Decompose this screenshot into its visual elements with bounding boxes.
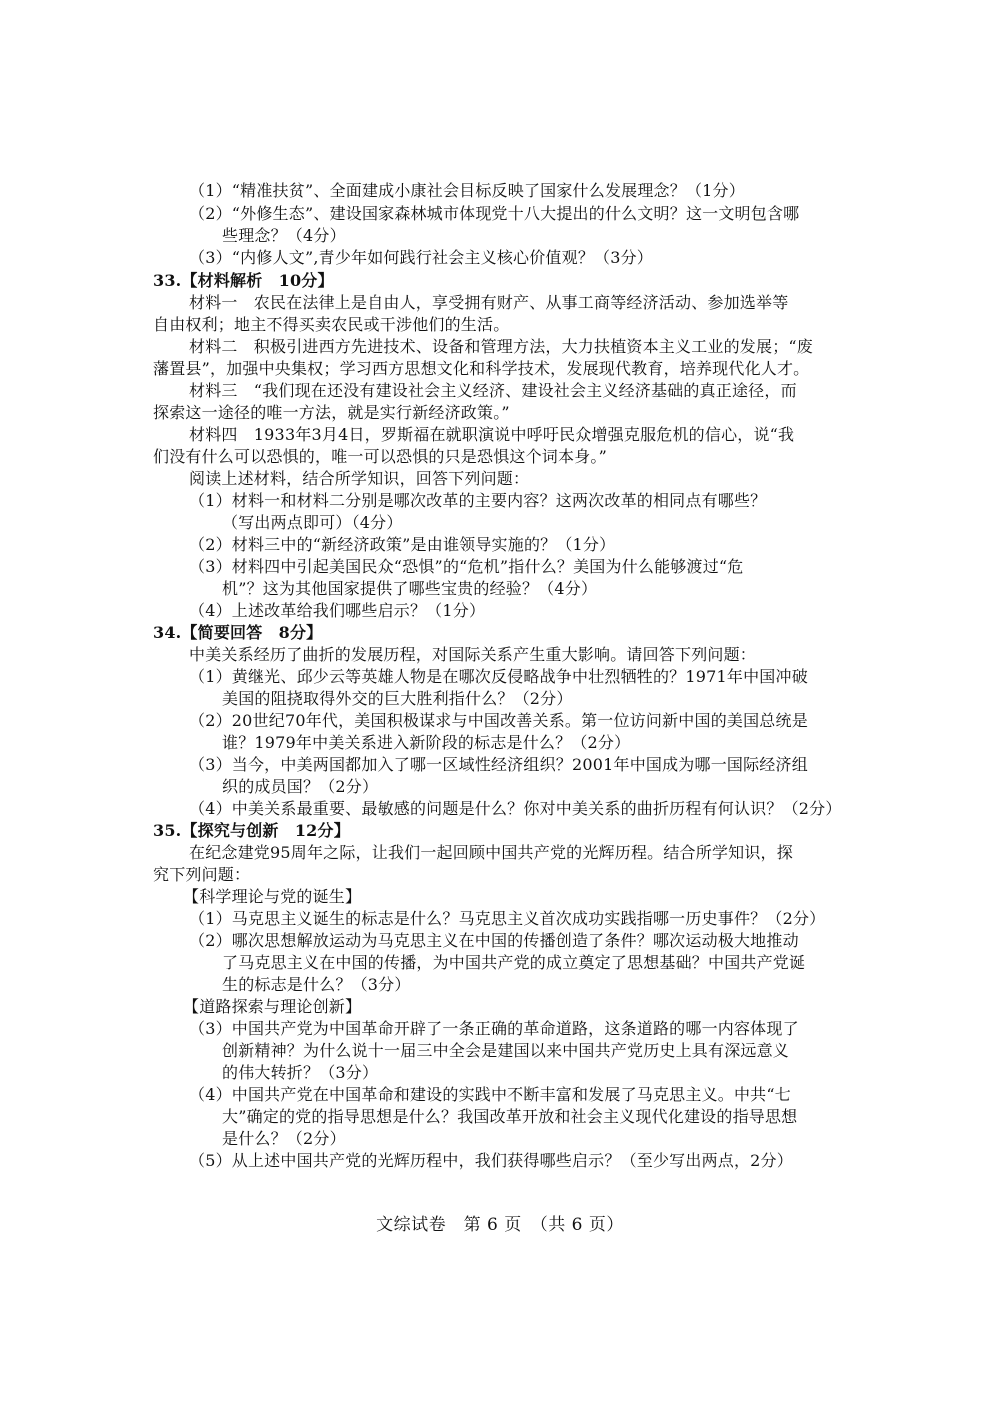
q35-sub-5: （5）从上述中国共产党的光辉历程中，我们获得哪些启示？（至少写出两点，2分）	[189, 1151, 793, 1170]
q34-sub-1a: （1）黄继光、邱少云等英雄人物是在哪次反侵略战争中壮烈牺牲的？1971年中国冲破	[189, 667, 808, 686]
q33-sub-4: （4）上述改革给我们哪些启示？（1分）	[189, 601, 486, 620]
q35-sub-3a: （3）中国共产党为中国革命开辟了一条正确的革命道路，这条道路的哪一内容体现了	[189, 1019, 799, 1038]
q35-sub-1: （1）马克思主义诞生的标志是什么？马克思主义首次成功实践指哪一历史事件？（2分）	[189, 909, 826, 928]
q32-sub-3: （3）“内修人文”,青少年如何践行社会主义核心价值观？（3分）	[189, 248, 654, 267]
q33-sub-1a: （1）材料一和材料二分别是哪次改革的主要内容？这两次改革的相同点有哪些？	[189, 491, 767, 510]
q33-material-4a: 材料四 1933年3月4日，罗斯福在就职演说中呼吁民众增强克服危机的信心，说“我	[189, 425, 795, 444]
q34-sub-1b: 美国的阻挠取得外交的巨大胜利指什么？（2分）	[222, 689, 573, 708]
q35-heading: 35.【探究与创新 12分】	[153, 821, 350, 840]
q35-sub-3c: 的伟大转折？（3分）	[222, 1063, 379, 1082]
q34-heading: 34.【简要回答 8分】	[153, 623, 323, 642]
q35-sub-2b: 了马克思主义在中国的传播，为中国共产党的成立奠定了思想基础？中国共产党诞	[222, 953, 806, 972]
q33-intro: 阅读上述材料，结合所学知识，回答下列问题：	[189, 469, 530, 488]
q34-intro: 中美关系经历了曲折的发展历程，对国际关系产生重大影响。请回答下列问题：	[189, 645, 757, 664]
q33-material-4b: 们没有什么可以恐惧的，唯一可以恐惧的只是恐惧这个词本身。”	[153, 447, 607, 466]
q34-sub-2a: （2）20世纪70年代，美国积极谋求与中国改善关系。第一位访问新中国的美国总统是	[189, 711, 808, 730]
q33-sub-3b: 机”？这为其他国家提供了哪些宝贵的经验？（4分）	[222, 579, 598, 598]
q35-sub-4c: 是什么？（2分）	[222, 1129, 346, 1148]
q33-material-2a: 材料二 积极引进西方先进技术、设备和管理方法，大力扶植资本主义工业的发展；“废	[189, 337, 813, 356]
q35-section-1: 【科学理论与党的诞生】	[183, 887, 362, 906]
q33-material-2b: 藩置县”，加强中央集权；学习西方思想文化和科学技术，发展现代教育，培养现代化人才。	[153, 359, 810, 378]
q34-sub-2b: 谁？1979年中美关系进入新阶段的标志是什么？（2分）	[222, 733, 631, 752]
q33-material-3a: 材料三 “我们现在还没有建设社会主义经济、建设社会主义经济基础的真正途径，而	[189, 381, 797, 400]
q35-intro-a: 在纪念建党95周年之际，让我们一起回顾中国共产党的光辉历程。结合所学知识，探	[189, 843, 793, 862]
q33-sub-3a: （3）材料四中引起美国民众“恐惧”的“危机”指什么？美国为什么能够渡过“危	[189, 557, 744, 576]
q33-heading: 33.【材料解析 10分】	[153, 271, 334, 290]
q35-sub-4a: （4）中国共产党在中国革命和建设的实践中不断丰富和发展了马克思主义。中共“七	[189, 1085, 791, 1104]
q34-sub-4: （4）中美关系最重要、最敏感的问题是什么？你对中美关系的曲折历程有何认识？（2分）	[189, 799, 842, 818]
q35-intro-b: 究下列问题：	[153, 865, 251, 884]
q35-sub-4b: 大”确定的党的指导思想是什么？我国改革开放和社会主义现代化建设的指导思想	[222, 1107, 798, 1126]
q35-sub-2a: （2）哪次思想解放运动为马克思主义在中国的传播创造了条件？哪次运动极大地推动	[189, 931, 799, 950]
q35-section-2: 【道路探索与理论创新】	[183, 997, 362, 1016]
q33-sub-2: （2）材料三中的“新经济政策”是由谁领导实施的？（1分）	[189, 535, 616, 554]
q34-sub-3b: 织的成员国？（2分）	[222, 777, 379, 796]
q34-sub-3a: （3）当今，中美两国都加入了哪一区域性经济组织？2001年中国成为哪一国际经济组	[189, 755, 808, 774]
q33-sub-1b: （写出两点即可）（4分）	[222, 513, 403, 532]
q33-material-1a: 材料一 农民在法律上是自由人，享受拥有财产、从事工商等经济活动、参加选举等	[189, 293, 789, 312]
q35-sub-3b: 创新精神？为什么说十一届三中全会是建国以来中国共产党历史上具有深远意义	[222, 1041, 790, 1060]
q33-material-3b: 探索这一途径的唯一方法，就是实行新经济政策。”	[153, 403, 510, 422]
q32-sub-2b: 些理念？（4分）	[222, 226, 346, 245]
page-footer: 文综试卷 第 6 页 （共 6 页）	[376, 1215, 624, 1235]
q32-sub-1: （1）“精准扶贫”、全面建成小康社会目标反映了国家什么发展理念？（1分）	[189, 181, 745, 200]
q33-material-1b: 自由权利；地主不得买卖农民或干涉他们的生活。	[153, 315, 510, 334]
q35-sub-2c: 生的标志是什么？（3分）	[222, 975, 411, 994]
q32-sub-2a: （2）“外修生态”、建设国家森林城市体现党十八大提出的什么文明？这一文明包含哪	[189, 204, 800, 223]
